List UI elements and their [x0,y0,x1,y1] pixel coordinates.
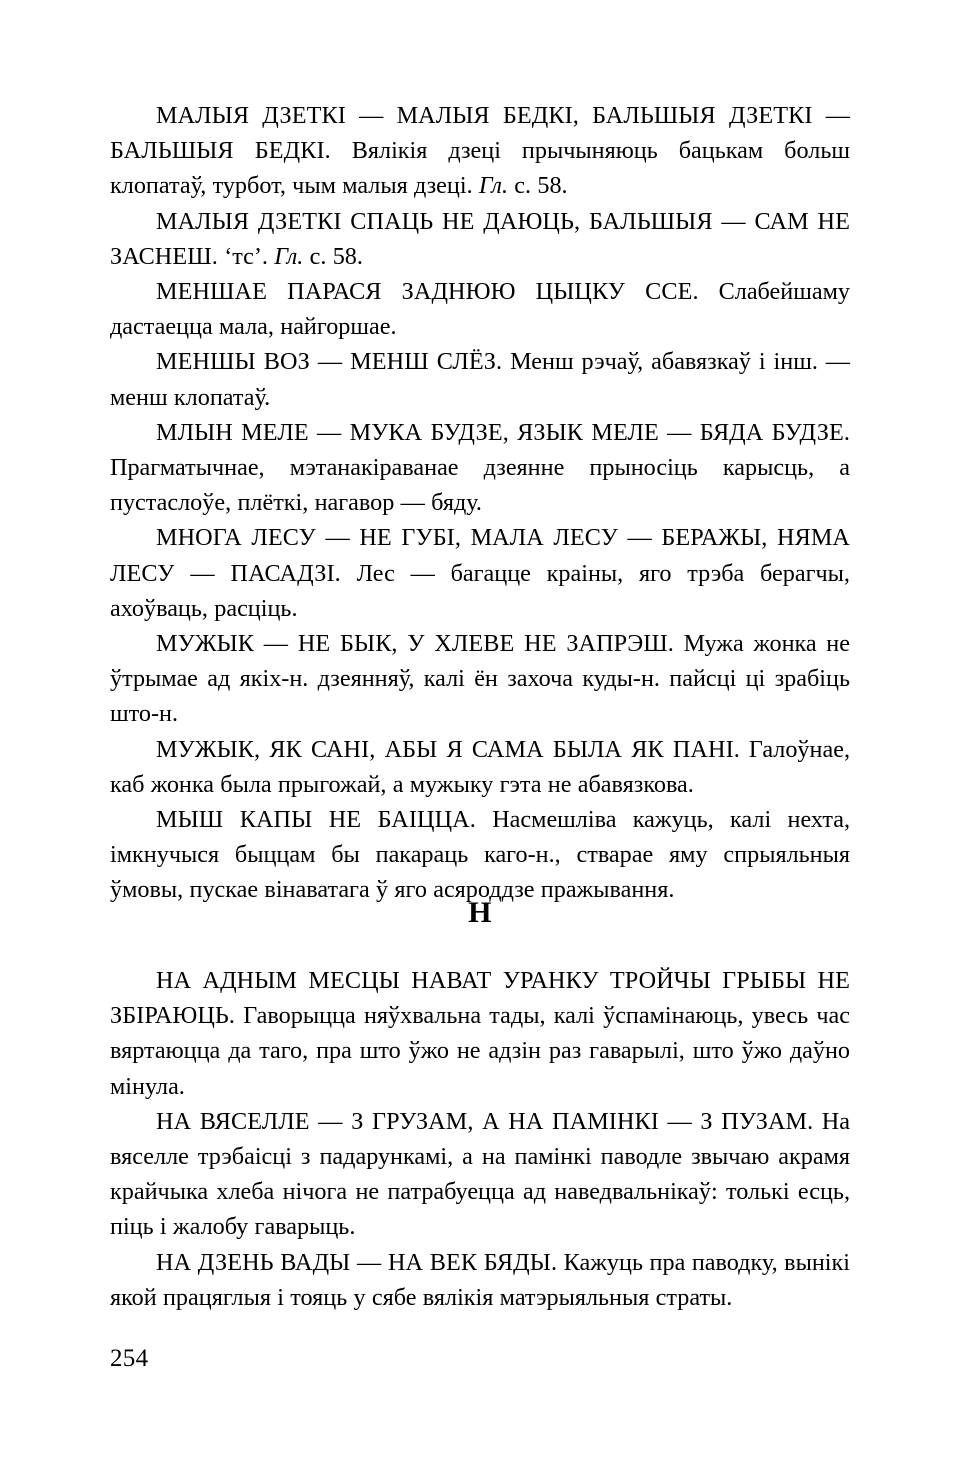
entry-gloss: Гаворыцца няўхвальна тады, калі ўспамінаюць, увесь час вяртаюцца да таго, пра што ўжо не адзін раз гаварылі, што ўжо даўно мінула. [110,1002,850,1100]
entry-column-upper [110,98,850,908]
entry-headword: МЛЫН МЕЛЕ — МУКА БУДЗЕ, ЯЗЫК МЕЛЕ — БЯДА БУДЗЕ. [156,418,850,446]
entry-headword: МЕНШЫ ВОЗ — МЕНШ СЛЁЗ. [156,348,503,376]
dictionary-entry [110,274,850,344]
entry-headword: МЕНШАЕ ПАРАСЯ ЗАДНЮЮ ЦЫЦКУ ССЕ. [156,278,699,306]
dictionary-entry [110,1104,850,1245]
entry-column-lower [110,963,850,1315]
entry-cross-reference-marker: Гл. [478,172,508,200]
entry-headword: НА АДНЫМ МЕСЦЫ НАВАТ УРАНКУ ТРОЙЧЫ ГРЫБЫ НЕ ЗБІРАЮЦЬ. [110,967,850,1030]
entry-gloss: На вяселле трэбаісці з падарункамі, а на памінкі паводле звычаю акрамя крайчыка хлеба нічога не патрабуецца ад наведвальнікаў: толькі есць, піць і жалобу гаварыць. [110,1107,850,1241]
section-letter-heading: Н [468,896,492,929]
entry-gloss: Менш рэчаў, абавязкаў і інш. — менш клопатаў. [110,348,850,411]
dictionary-entry [110,520,850,626]
dictionary-entry [110,626,850,732]
entry-headword: НА ДЗЕНЬ ВАДЫ — НА ВЕК БЯДЫ. [156,1248,558,1276]
entry-gloss: Насмешліва кажуць, калі нехта, імкнучыся быццам бы пакараць каго-н., стварае яму спрыяльныя ўмовы, пускае вінаватага ў яго асяроддзе пражывання. [110,806,850,904]
entry-gloss: Мужа жонка не ўтрымае ад якіх-н. дзеянняў, калі ён захоча куды-н. пайсці ці зрабіць што-н. [110,630,850,728]
entry-cross-reference-page: с. 58. [303,242,363,270]
dictionary-entry [110,98,850,204]
dictionary-entry [110,415,850,521]
entry-headword: МНОГА ЛЕСУ — НЕ ГУБІ, МАЛА ЛЕСУ — БЕРАЖЫ, НЯМА ЛЕСУ — ПАСАДЗІ. [110,524,850,587]
entry-gloss: Прагматычнае, мэтанакіраванае дзеянне прыносіць карысць, а пустаслоўе, плёткі, нагавор — бяду. [110,454,850,517]
entry-headword: МУЖЫК, ЯК САНІ, АБЫ Я САМА БЫЛА ЯК ПАНІ. [156,735,740,763]
entry-gloss: Вялікія дзеці прычыняюць бацькам больш клопатаў, турбот, чым малыя дзеці. [110,137,850,200]
entry-gloss: Слабейшаму дастаецца мала, найгоршае. [110,278,850,341]
entry-headword: НА ВЯСЕЛЛЕ — З ГРУЗАМ, А НА ПАМІНКІ — З ПУЗАМ. [156,1107,814,1135]
entry-gloss: Галоўнае, каб жонка была прыгожай, а мужыку гэта не абавязкова. [110,735,850,798]
entry-headword: МАЛЫЯ ДЗЕТКІ — МАЛЫЯ БЕДКІ, БАЛЬШЫЯ ДЗЕТКІ — БАЛЬШЫЯ БЕДКІ. [110,102,850,165]
dictionary-entry [110,963,850,1104]
dictionary-entry [110,204,850,274]
page-number: 254 [110,1345,149,1372]
dictionary-entry [110,732,850,802]
entry-gloss: ‘тс’. [217,242,275,270]
entry-headword: МУЖЫК — НЕ БЫК, У ХЛЕВЕ НЕ ЗАПРЭШ. [156,630,674,658]
entry-headword: МЫШ КАПЫ НЕ БАІЦЦА. [156,806,476,834]
dictionary-entry [110,802,850,908]
entry-gloss: Лес — багацце краіны, яго трэба берагчы, ахоўваць, расціць. [110,559,850,622]
entry-cross-reference-page: с. 58. [508,172,568,200]
entry-gloss: Кажуць пра паводку, вынікі якой працяглыя і тояць у сябе вялікія матэрыяльныя страты. [110,1248,850,1311]
dictionary-entry [110,344,850,414]
dictionary-entry [110,1245,850,1315]
entry-headword: МАЛЫЯ ДЗЕТКІ СПАЦЬ НЕ ДАЮЦЬ, БАЛЬШЫЯ — САМ НЕ ЗАСНЕШ. [110,207,850,270]
entry-cross-reference-marker: Гл. [274,242,304,270]
